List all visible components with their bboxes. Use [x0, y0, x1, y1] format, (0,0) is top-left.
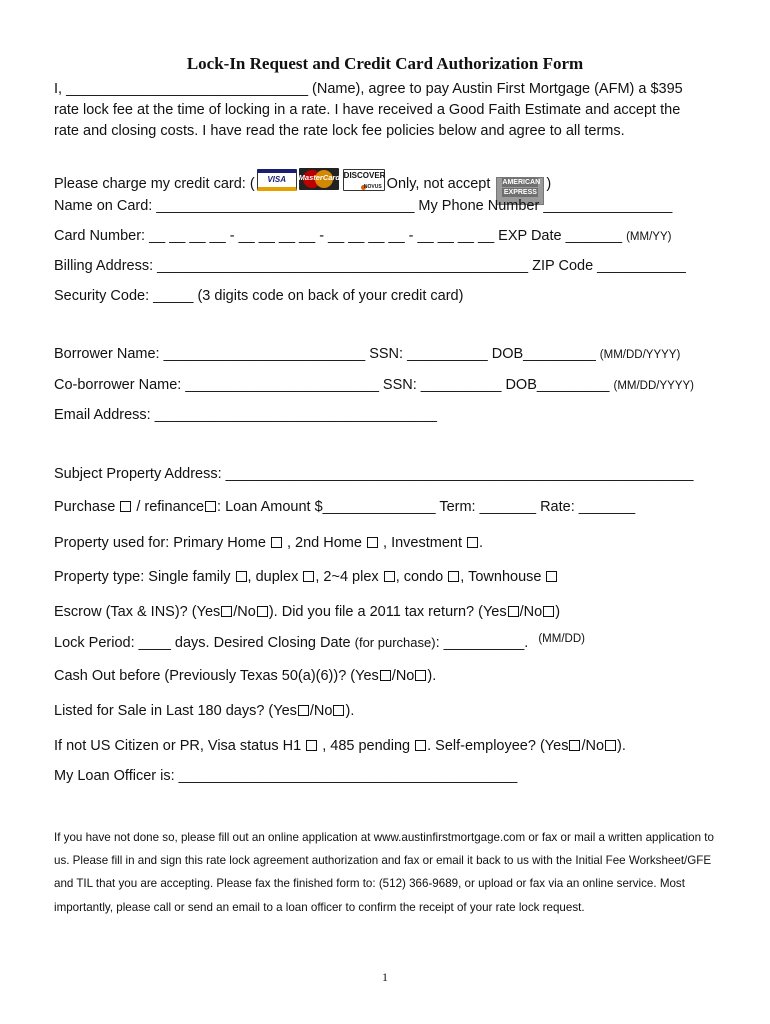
refinance-checkbox[interactable]	[205, 501, 216, 512]
dob-hint: (MM/DD/YYYY)	[613, 380, 694, 392]
loan-purpose-line: Purchase / refinance : Loan Amount $______________ Term: _______ Rate: _______	[54, 499, 636, 515]
card-number-field[interactable]: Card Number: __ __ __ __ - __ __ __ __ - __ __ __ __ - __ __ __ __ EXP Date _______ (MM/YY)	[54, 228, 672, 244]
listed-yes-checkbox[interactable]	[298, 705, 309, 716]
mastercard-logo: MasterCard	[299, 168, 339, 190]
cash-out-line: Cash Out before (Previously Texas 50(a)(6))? (Yes /No ).	[54, 668, 437, 684]
instructions-paragraph: If you have not done so, please fill out an online application at www.austinfirstmortgage.com or fax or mail a written application to us. Please fill in and sign this rate lock agreement authorization and fax or email it back to us with the Initial Fee Worksheet/GFE and TIL that you are accepting. Please fax the finished form to: (512) 366-9689, or upload or fax via an online service. Most importantly, please call or send an email to a loan officer to confirm the receipt of your rate lock request.	[54, 831, 714, 914]
property-type-line: Property type: Single family , duplex , 2~4 plex , condo , Townhouse	[54, 568, 558, 586]
page-number: 1	[382, 970, 388, 984]
accepted-cards-logos	[255, 166, 387, 196]
cash-out-no-checkbox[interactable]	[415, 670, 426, 681]
listed-no-checkbox[interactable]	[333, 705, 344, 716]
self-employed-no-checkbox[interactable]	[605, 740, 616, 751]
name-on-card-field[interactable]: Name on Card: ________________________________ My Phone Number ________________	[54, 198, 673, 214]
billing-address-field[interactable]: Billing Address: ______________________________________________ ZIP Code ___________	[54, 258, 686, 274]
coborrower-name-field[interactable]: Co-borrower Name: ________________________ SSN: __________ DOB_________ (MM/DD/YYYY)	[54, 377, 694, 393]
property-use-line: Property used for: Primary Home , 2nd Home , Investment .	[54, 535, 484, 551]
loan-officer-field[interactable]: My Loan Officer is: __________________________________________	[54, 768, 518, 784]
plex-checkbox[interactable]	[384, 571, 395, 582]
investment-checkbox[interactable]	[467, 537, 478, 548]
duplex-checkbox[interactable]	[303, 571, 314, 582]
intro-line-2: rate lock fee at the time of locking in a rate. I have received a Good Faith Estimate and accept the	[54, 102, 681, 118]
form-title: Lock-In Request and Credit Card Authorization Form	[186, 54, 584, 73]
email-address-field[interactable]: Email Address: ___________________________________	[54, 407, 437, 423]
listed-for-sale-line: Listed for Sale in Last 180 days? (Yes /No ).	[54, 703, 355, 719]
townhouse-checkbox[interactable]	[546, 571, 557, 582]
purchase-checkbox[interactable]	[120, 501, 131, 512]
second-home-checkbox[interactable]	[367, 537, 378, 548]
tax-return-no-checkbox[interactable]	[543, 606, 554, 617]
condo-checkbox[interactable]	[448, 571, 459, 582]
citizenship-line: If not US Citizen or PR, Visa status H1 , 485 pending . Self-employee? (Yes /No ).	[54, 738, 626, 754]
borrower-name-field[interactable]: Borrower Name: _________________________ SSN: __________ DOB_________ (MM/DD/YYYY)	[54, 346, 681, 362]
primary-home-checkbox[interactable]	[271, 537, 282, 548]
amex-logo: AMERICAN EXPRESS	[496, 177, 544, 205]
charge-card-line: Please charge my credit card: ( VISA MasterCard DISCOVER NOVUS Only, not accept AMERICAN EXPRESS )	[54, 166, 551, 205]
escrow-line: Escrow (Tax & INS)? (Yes /No ). Did you file a 2011 tax return? (Yes /No )	[54, 604, 561, 620]
tax-return-yes-checkbox[interactable]	[508, 606, 519, 617]
intro-line-1: I, ______________________________ (Name), agree to pay Austin First Mortgage (AFM) a $395	[54, 81, 683, 97]
subject-property-address-field[interactable]: Subject Property Address: __________________________________________________________	[54, 466, 694, 482]
485-pending-checkbox[interactable]	[415, 740, 426, 751]
h1-visa-checkbox[interactable]	[306, 740, 317, 751]
intro-line-3: rate and closing costs. I have read the rate lock fee policies below and agree to all terms.	[54, 123, 625, 139]
lock-period-line[interactable]: Lock Period: ____ days. Desired Closing Date (for purchase): __________. $^{(MM/DD)}$	[54, 633, 585, 651]
cash-out-yes-checkbox[interactable]	[380, 670, 391, 681]
security-code-field[interactable]: Security Code: _____ (3 digits code on back of your credit card)	[54, 288, 464, 304]
single-family-checkbox[interactable]	[236, 571, 247, 582]
dob-hint: (MM/DD/YYYY)	[599, 349, 681, 361]
closing-date-hint: (MM/DD)	[538, 633, 585, 645]
discover-logo: DISCOVER NOVUS	[343, 171, 386, 190]
escrow-yes-checkbox[interactable]	[221, 606, 232, 617]
visa-logo: VISA	[257, 169, 297, 191]
exp-date-hint: (MM/YY)	[626, 231, 672, 243]
self-employed-yes-checkbox[interactable]	[569, 740, 580, 751]
escrow-no-checkbox[interactable]	[257, 606, 268, 617]
